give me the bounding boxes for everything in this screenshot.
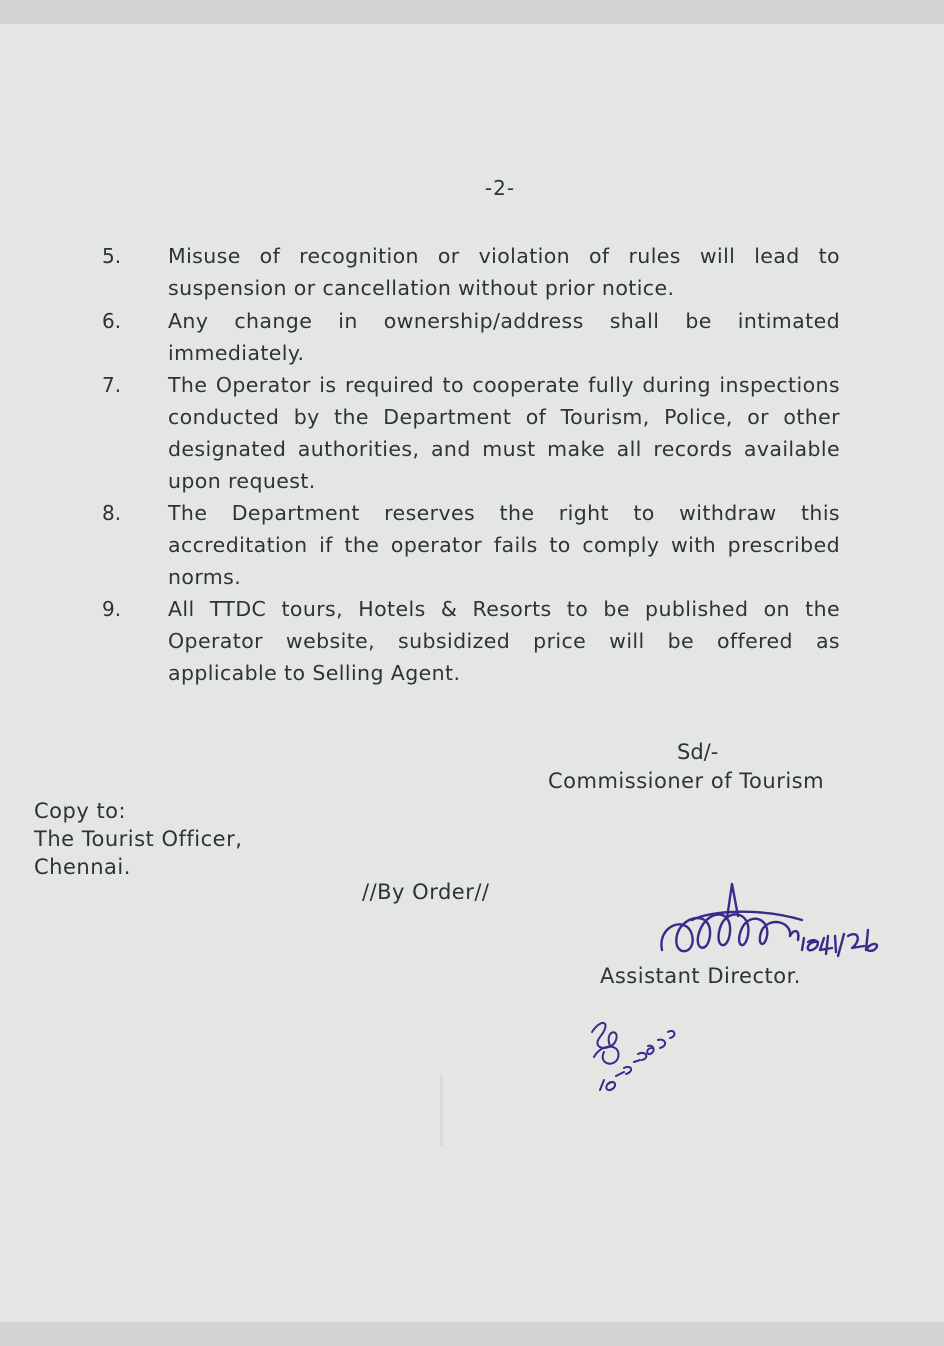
- fold-mark: [440, 1076, 443, 1146]
- item-text: Any change in ownership/address shall be intimated immediately.: [168, 309, 840, 365]
- page-number: -2-: [484, 176, 516, 200]
- assistant-director-title: Assistant Director.: [600, 964, 801, 988]
- item-text: The Operator is required to cooperate fully during inspections conducted by the Department of Tourism, Police, or other designated authorities, and must make all records available upon request.: [168, 373, 840, 493]
- item-number: 9.: [102, 597, 122, 621]
- commissioner-title: Commissioner of Tourism: [548, 769, 825, 793]
- by-order: //By Order//: [362, 880, 490, 904]
- sd-mark: Sd/-: [677, 740, 719, 764]
- copy-to-recipient: The Tourist Officer,: [34, 827, 243, 851]
- item-number: 6.: [102, 309, 122, 333]
- copy-to-city: Chennai.: [34, 855, 131, 879]
- item-text: All TTDC tours, Hotels & Resorts to be published on the Operator website, subsidized price will be offered as applicable to Selling Agent.: [168, 597, 840, 685]
- document-page: [0, 24, 944, 1322]
- item-number: 7.: [102, 373, 122, 397]
- signature-image: [652, 880, 882, 970]
- copy-to-block: [34, 797, 242, 881]
- initials-image: [582, 1002, 692, 1102]
- item-number: 8.: [102, 501, 122, 525]
- item-text: Misuse of recognition or violation of rules will lead to suspension or cancellation without prior notice.: [168, 244, 840, 300]
- item-number: 5.: [102, 244, 122, 268]
- initials-date: 10/4/2026: [582, 1002, 588, 1003]
- copy-to-label: Copy to:: [34, 799, 127, 823]
- signature-date: 18/4/26: [652, 880, 656, 881]
- item-text: The Department reserves the right to withdraw this accreditation if the operator fails to comply with prescribed norms.: [168, 501, 840, 589]
